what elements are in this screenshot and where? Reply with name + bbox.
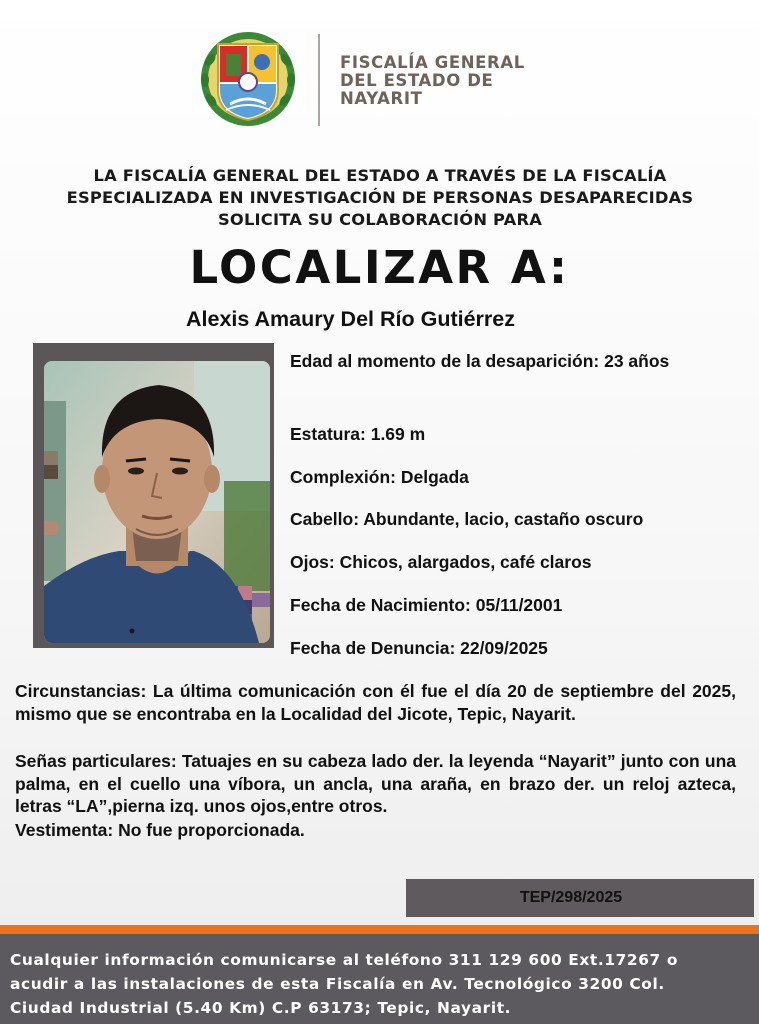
org-name-line-1: FISCALÍA GENERAL bbox=[340, 53, 525, 72]
height-field: Estatura: 1.69 m bbox=[290, 424, 426, 444]
intro-text bbox=[20, 165, 740, 231]
organization-name bbox=[340, 54, 570, 108]
footer-contact-info bbox=[10, 948, 742, 1020]
distinguishing-marks-text: Señas particulares: Tatuajes en su cabeza lado der. la leyenda “Nayarit” junto con una palma, en el cuello una víbora, un ancla, una araña, en brazo der. un reloj azteca, letras “LA”,pierna izq. unos ojos,entre otros. bbox=[15, 751, 736, 816]
footer-line-2: acudir a las instalaciones de esta Fiscalía en Av. Tecnológico 3200 Col. bbox=[10, 975, 665, 993]
footer-line-1: Cualquier información comunicarse al teléfono 311 129 600 Ext.17267 o bbox=[10, 951, 678, 969]
age-field: Edad al momento de la desaparición: 23 años bbox=[290, 351, 670, 371]
birth-date-field: Fecha de Nacimiento: 05/11/2001 bbox=[290, 595, 563, 615]
eyes-field: Ojos: Chicos, alargados, café claros bbox=[290, 552, 592, 572]
build-field: Complexión: Delgada bbox=[290, 467, 469, 487]
header-divider bbox=[318, 34, 320, 126]
footer-accent-stripe bbox=[0, 925, 759, 934]
intro-line-3: SOLICITA SU COLABORACIÓN PARA bbox=[218, 210, 542, 229]
org-name-line-3: NAYARIT bbox=[340, 89, 423, 108]
clothing-text: Vestimenta: No fue proporcionada. bbox=[15, 820, 305, 840]
org-name-line-2: DEL ESTADO DE bbox=[340, 71, 494, 90]
report-date-field: Fecha de Denuncia: 22/09/2025 bbox=[290, 638, 548, 658]
circumstances-text: Circunstancias: La última comunicación con él fue el día 20 de septiembre del 2025, mismo que se encontraba en la Localidad del Jicote, Tepic, Nayarit. bbox=[15, 681, 736, 724]
footer-line-3: Ciudad Industrial (5.40 Km) C.P 63173; Tepic, Nayarit. bbox=[10, 999, 512, 1017]
person-name: Alexis Amaury Del Río Gutiérrez bbox=[186, 307, 515, 331]
intro-line-1: LA FISCALÍA GENERAL DEL ESTADO A TRAVÉS DE LA FISCALÍA bbox=[93, 166, 667, 185]
missing-person-photo bbox=[44, 361, 270, 643]
case-number: TEP/298/2025 bbox=[519, 889, 623, 906]
intro-line-2: ESPECIALIZADA EN INVESTIGACIÓN DE PERSONAS DESAPARECIDAS bbox=[66, 188, 694, 207]
state-seal-logo bbox=[196, 30, 300, 128]
person-photo-illustration bbox=[44, 361, 270, 643]
headline: LOCALIZAR A: bbox=[189, 241, 570, 294]
hair-field: Cabello: Abundante, lacio, castaño oscuro bbox=[290, 509, 644, 529]
